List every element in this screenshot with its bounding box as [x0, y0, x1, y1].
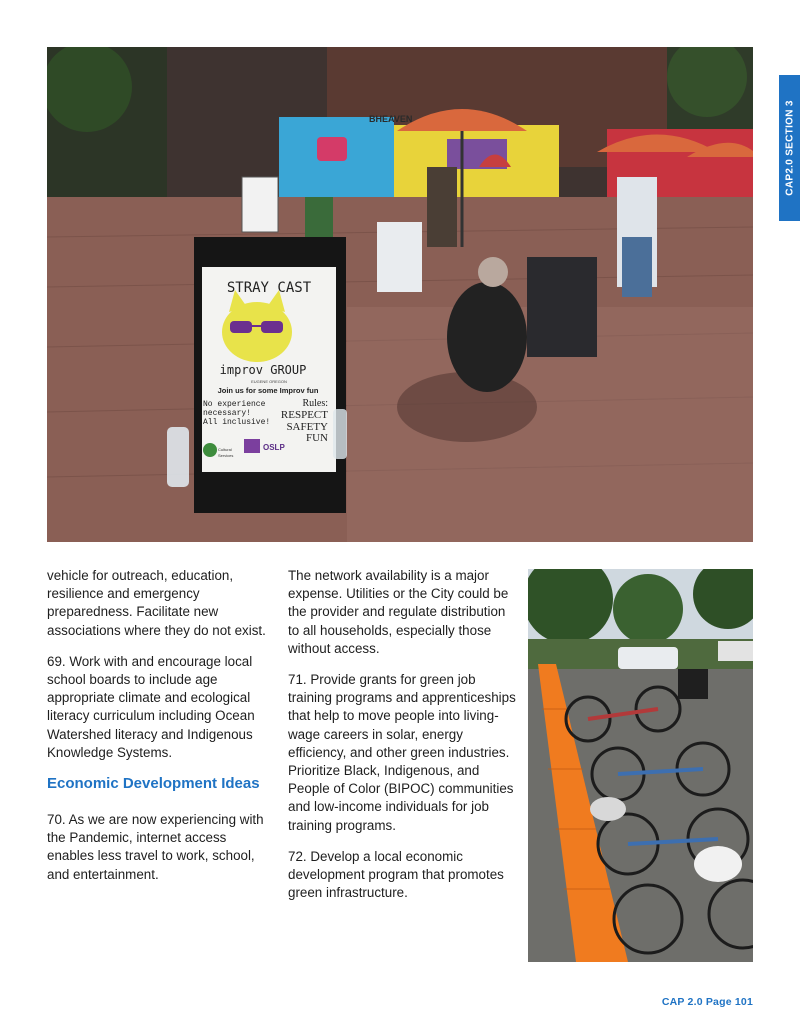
- sign-sponsor-sub-1: Cultural: [218, 447, 232, 452]
- sign-left-text-3: All inclusive!: [203, 418, 271, 427]
- paragraph-69: 69. Work with and encourage local school boards to include age appropriate climate and ecological literacy curriculum including Ocean Watershed literacy and Indigenous Knowledge Systems.: [47, 653, 255, 760]
- text-column-2: [288, 567, 516, 915]
- bike-parking-photo: [528, 569, 753, 962]
- store-sign: BHEAVEN: [369, 114, 413, 124]
- sign-left-text-1: No experience: [203, 400, 266, 409]
- paragraph-intro: vehicle for outreach, education, resilience and emergency preparedness. Facilitate new associations where they do not exist.: [47, 568, 266, 638]
- sign-left-text-2: necessary!: [203, 409, 252, 418]
- sign-rule-3: FUN: [305, 432, 328, 444]
- sign-sponsor-logo: OSLP: [263, 443, 285, 452]
- paragraph-70: 70. As we are now experiencing with the Pandemic, internet access enables less travel to work, school, and entertainment.: [47, 812, 264, 882]
- sign-location: EUGENE OREGON: [251, 379, 287, 384]
- page-footer: CAP 2.0 Page 101: [661, 996, 753, 1008]
- sign-sponsor-sub-2: Services: [218, 453, 234, 458]
- paragraph-71: 71. Provide grants for green job training programs and apprenticeships that help to move people into living-wage careers in solar, energy efficiency, and other green industries. Prioritize Black, Indigenous, and People of Color (BIPOC) communities and low-income individuals for job training programs.: [288, 672, 516, 833]
- sign-title: STRAY CAST: [226, 280, 312, 296]
- sign-subtitle: improv GROUP: [219, 363, 307, 377]
- sign-tagline: Join us for some Improv fun: [217, 386, 319, 395]
- paragraph-72: 72. Develop a local economic development program that promotes green infrastructure.: [288, 848, 504, 901]
- section-heading-economic-development: Economic Development Ideas: [47, 775, 260, 793]
- section-side-tab-label: CAP2.0 SECTION 3: [784, 100, 795, 196]
- sign-rules-label: Rules:: [302, 398, 328, 409]
- text-column-1: [47, 567, 275, 897]
- section-side-tab: [779, 75, 800, 221]
- sign-rule-2: SAFETY: [286, 421, 328, 433]
- paragraph-network: The network availability is a major expense. Utilities or the City could be the provider and regulate distribution to all households, especially those without access.: [288, 568, 509, 656]
- sign-rule-1: RESPECT: [280, 409, 328, 421]
- plaza-photo: [47, 47, 753, 542]
